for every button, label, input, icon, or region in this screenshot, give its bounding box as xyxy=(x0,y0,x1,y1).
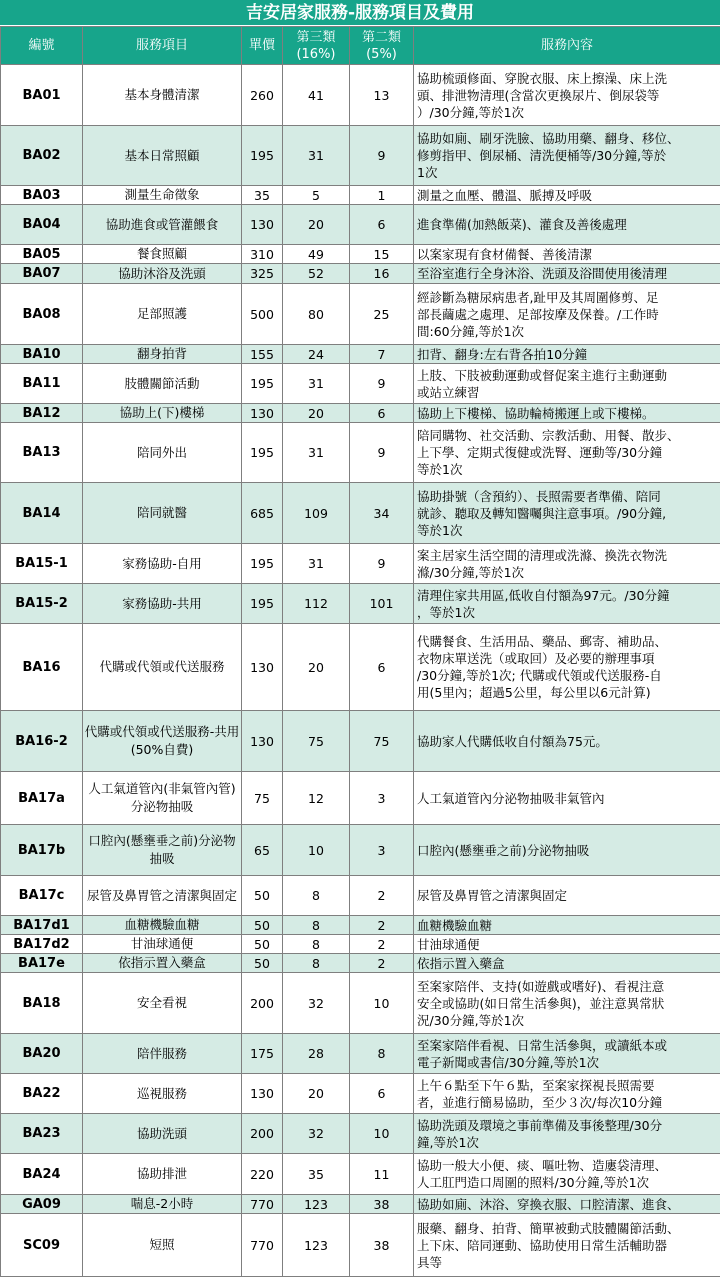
service-content-line: 清理住家共用區,低收自付額為97元。/30分鐘 xyxy=(417,587,670,603)
service-content-line: 安全或協助(如日常生活參與)，並注意異常狀 xyxy=(417,995,665,1011)
unit-price: 35 xyxy=(242,186,283,205)
category-3-copay: 28 xyxy=(283,1034,350,1074)
category-3-copay: 5 xyxy=(283,186,350,205)
service-code: BA17e xyxy=(1,954,83,973)
category-2-copay: 2 xyxy=(350,876,414,916)
service-content xyxy=(414,205,720,245)
header-category-2-rate: (5%) xyxy=(366,46,397,62)
header-content: 服務內容 xyxy=(414,27,720,65)
service-content-line: 上肢、下肢被動運動或督促案主進行主動運動 xyxy=(417,367,668,383)
category-3-copay: 20 xyxy=(283,624,350,711)
service-item: 陪同外出 xyxy=(83,423,242,483)
service-code: BA14 xyxy=(1,483,83,544)
unit-price: 770 xyxy=(242,1195,283,1214)
category-2-copay: 101 xyxy=(350,584,414,624)
table-row xyxy=(1,544,720,584)
service-content-line: 衣物床單送洗（或取回）及必要的辦理事項 xyxy=(417,651,655,666)
service-content-line: 協助掛號（含預約）、長照需要者準備、陪同 xyxy=(417,488,661,504)
table-row xyxy=(1,205,720,245)
unit-price: 130 xyxy=(242,404,283,423)
service-code: BA16 xyxy=(1,624,83,711)
service-content-line: 況/30分鐘,等於1次 xyxy=(417,1012,525,1028)
category-2-copay: 1 xyxy=(350,186,414,205)
service-code: BA22 xyxy=(1,1074,83,1114)
service-item: 協助洗頭 xyxy=(83,1114,242,1154)
unit-price: 325 xyxy=(242,264,283,284)
service-content xyxy=(414,404,720,423)
service-code: BA01 xyxy=(1,65,83,126)
table-row xyxy=(1,916,720,935)
service-item: 代購或代領或代送服務-共用(50%自費) xyxy=(83,711,242,772)
service-content-line: 陪同購物、社交活動、宗教活動、用餐、散步、 xyxy=(417,428,680,443)
service-code: BA13 xyxy=(1,423,83,483)
service-content-line: 經診斷為糖尿病患者,趾甲及其周圍修剪、足 xyxy=(417,289,659,305)
service-content-line: 扣背、翻身:左右背各拍10分鐘 xyxy=(417,346,588,362)
category-3-copay: 12 xyxy=(283,772,350,825)
table-row xyxy=(1,483,720,544)
category-3-copay: 20 xyxy=(283,404,350,423)
service-content xyxy=(414,584,720,624)
table-row xyxy=(1,825,720,876)
service-content-line: 以案家現有食材備餐、善後清潔 xyxy=(417,246,593,262)
service-content xyxy=(414,544,720,584)
service-content xyxy=(414,954,720,973)
category-2-copay: 38 xyxy=(350,1195,414,1214)
service-item: 甘油球通便 xyxy=(83,935,242,954)
header-category-3-name: 第三類 xyxy=(296,29,336,45)
unit-price: 130 xyxy=(242,711,283,772)
category-3-copay: 24 xyxy=(283,345,350,364)
service-code: BA20 xyxy=(1,1034,83,1074)
unit-price: 130 xyxy=(242,205,283,245)
table-row xyxy=(1,1195,720,1214)
unit-price: 260 xyxy=(242,65,283,126)
service-code: BA17d1 xyxy=(1,916,83,935)
service-content-line: 部長繭處之處理、足部按摩及保養。/工作時 xyxy=(417,306,659,322)
table-row xyxy=(1,423,720,483)
category-3-copay: 31 xyxy=(283,423,350,483)
category-3-copay: 8 xyxy=(283,954,350,973)
category-3-copay: 20 xyxy=(283,205,350,245)
category-2-copay: 25 xyxy=(350,284,414,345)
category-2-copay: 7 xyxy=(350,345,414,364)
table-row xyxy=(1,711,720,772)
service-content-line: 協助如廁、沐浴、穿換衣服、口腔清潔、進食、 xyxy=(417,1196,680,1212)
table-header-row xyxy=(1,27,720,65)
category-3-copay: 20 xyxy=(283,1074,350,1114)
category-3-copay: 10 xyxy=(283,825,350,876)
service-content xyxy=(414,1154,720,1195)
table-row xyxy=(1,65,720,126)
service-content-line: 或站立練習 xyxy=(417,384,480,400)
unit-price: 310 xyxy=(242,245,283,264)
category-3-copay: 8 xyxy=(283,876,350,916)
service-content-line: 協助洗頭及環境之事前準備及事後整理/30分 xyxy=(417,1117,663,1133)
category-2-copay: 9 xyxy=(350,544,414,584)
service-code: BA23 xyxy=(1,1114,83,1154)
unit-price: 50 xyxy=(242,935,283,954)
service-content xyxy=(414,65,720,126)
service-content-line: 修剪指甲、倒尿桶、清洗便桶等/30分鐘,等於 xyxy=(417,148,667,163)
table-row xyxy=(1,1154,720,1195)
service-code: BA15-1 xyxy=(1,544,83,584)
category-3-copay: 31 xyxy=(283,544,350,584)
header-category-2 xyxy=(350,27,414,65)
service-code: BA10 xyxy=(1,345,83,364)
unit-price: 195 xyxy=(242,364,283,404)
service-content-line: 者，並進行簡易協助，至少３次/每次10分鐘 xyxy=(417,1094,663,1110)
service-content xyxy=(414,973,720,1034)
category-2-copay: 75 xyxy=(350,711,414,772)
service-content xyxy=(414,825,720,876)
service-content-line: 進食準備(加熱飯菜)、灌食及善後處理 xyxy=(417,217,627,232)
table-row xyxy=(1,1034,720,1074)
service-content-line: 協助上下樓梯、協助輪椅搬運上或下樓梯。 xyxy=(417,405,655,421)
service-code: BA15-2 xyxy=(1,584,83,624)
service-code: BA17a xyxy=(1,772,83,825)
category-3-copay: 8 xyxy=(283,916,350,935)
category-2-copay: 13 xyxy=(350,65,414,126)
category-3-copay: 80 xyxy=(283,284,350,345)
table-row xyxy=(1,772,720,825)
service-code: BA11 xyxy=(1,364,83,404)
service-content-line: 上下學、定期式復健或洗腎、運動等/30分鐘 xyxy=(417,445,663,460)
unit-price: 75 xyxy=(242,772,283,825)
service-content xyxy=(414,772,720,825)
service-item: 家務協助-自用 xyxy=(83,544,242,584)
service-item: 依指示置入藥盒 xyxy=(83,954,242,973)
category-2-copay: 2 xyxy=(350,935,414,954)
category-3-copay: 31 xyxy=(283,364,350,404)
service-item: 家務協助-共用 xyxy=(83,584,242,624)
service-content-line: 協助如廁、刷牙洗臉、協助用藥、翻身、移位、 xyxy=(417,131,680,146)
unit-price: 195 xyxy=(242,584,283,624)
table-row xyxy=(1,126,720,186)
service-content-line: 電子新聞或書信/30分鐘,等於1次 xyxy=(417,1054,600,1070)
service-item: 協助進食或管灌餵食 xyxy=(83,205,242,245)
table-row xyxy=(1,954,720,973)
service-content-line: 案主居家生活空間的清理或洗滌、換洗衣物洗 xyxy=(417,547,668,563)
unit-price: 50 xyxy=(242,954,283,973)
service-content-line: 人工氣道管內分泌物抽吸非氣管內 xyxy=(417,790,605,806)
category-2-copay: 10 xyxy=(350,973,414,1034)
service-code: BA17d2 xyxy=(1,935,83,954)
service-code: BA24 xyxy=(1,1154,83,1195)
table-row xyxy=(1,364,720,404)
service-content-line: 口腔內(懸壅垂之前)分泌物抽吸 xyxy=(417,842,590,858)
table-row xyxy=(1,935,720,954)
service-content xyxy=(414,1114,720,1154)
category-3-copay: 123 xyxy=(283,1195,350,1214)
service-content xyxy=(414,245,720,264)
category-2-copay: 2 xyxy=(350,954,414,973)
category-3-copay: 8 xyxy=(283,935,350,954)
unit-price: 175 xyxy=(242,1034,283,1074)
category-2-copay: 16 xyxy=(350,264,414,284)
service-item: 協助沐浴及洗頭 xyxy=(83,264,242,284)
table-row xyxy=(1,245,720,264)
header-category-3-rate: (16%) xyxy=(296,46,336,62)
service-content-line: 協助家人代購低收自付額為75元。 xyxy=(417,733,608,749)
service-content xyxy=(414,1074,720,1114)
service-content-line: 鐘,等於1次 xyxy=(417,1134,479,1150)
service-content xyxy=(414,624,720,711)
category-2-copay: 6 xyxy=(350,205,414,245)
table-row xyxy=(1,284,720,345)
header-category-2-name: 第二類 xyxy=(361,29,401,45)
service-item: 基本身體清潔 xyxy=(83,65,242,126)
unit-price: 130 xyxy=(242,624,283,711)
category-3-copay: 123 xyxy=(283,1214,350,1277)
category-3-copay: 75 xyxy=(283,711,350,772)
service-item: 短照 xyxy=(83,1214,242,1277)
category-2-copay: 38 xyxy=(350,1214,414,1277)
service-content xyxy=(414,345,720,364)
service-content xyxy=(414,1195,720,1214)
service-content xyxy=(414,916,720,935)
category-2-copay: 11 xyxy=(350,1154,414,1195)
service-item: 餐食照顧 xyxy=(83,245,242,264)
service-item: 陪伴服務 xyxy=(83,1034,242,1074)
service-item: 尿管及鼻胃管之清潔與固定 xyxy=(83,876,242,916)
service-content xyxy=(414,186,720,205)
service-code: SC09 xyxy=(1,1214,83,1277)
service-content-line: 等於1次 xyxy=(417,462,463,477)
category-2-copay: 2 xyxy=(350,916,414,935)
service-content xyxy=(414,1214,720,1277)
service-item: 口腔內(懸壅垂之前)分泌物抽吸 xyxy=(83,825,242,876)
service-content-line: 至案家陪伴、支持(如遊戲或嗜好)、看視注意 xyxy=(417,978,665,994)
table-body xyxy=(1,65,720,1277)
service-content-line: 用(5里內；超過5公里，每公里以6元計算) xyxy=(417,685,651,700)
service-item: 測量生命徵象 xyxy=(83,186,242,205)
service-content xyxy=(414,1034,720,1074)
unit-price: 685 xyxy=(242,483,283,544)
table-row xyxy=(1,345,720,364)
service-content-line: ）/30分鐘,等於1次 xyxy=(417,104,525,120)
service-code: GA09 xyxy=(1,1195,83,1214)
service-content xyxy=(414,364,720,404)
category-2-copay: 9 xyxy=(350,423,414,483)
category-3-copay: 52 xyxy=(283,264,350,284)
unit-price: 65 xyxy=(242,825,283,876)
service-content-line: 1次 xyxy=(417,165,438,180)
table-row xyxy=(1,973,720,1034)
service-content-line: 測量之血壓、體溫、脈搏及呼吸 xyxy=(417,187,593,203)
unit-price: 200 xyxy=(242,973,283,1034)
page-title: 吉安居家服務-服務項目及費用 xyxy=(0,0,720,26)
table-row xyxy=(1,186,720,205)
category-2-copay: 3 xyxy=(350,772,414,825)
table-row xyxy=(1,264,720,284)
table-row xyxy=(1,1114,720,1154)
service-content-line: 協助一般大小便、痰、嘔吐物、造廔袋清理、 xyxy=(417,1158,668,1173)
service-item: 巡視服務 xyxy=(83,1074,242,1114)
service-content xyxy=(414,126,720,186)
category-3-copay: 32 xyxy=(283,1114,350,1154)
category-3-copay: 32 xyxy=(283,973,350,1034)
unit-price: 195 xyxy=(242,126,283,186)
service-item: 基本日常照顧 xyxy=(83,126,242,186)
service-content-line: 血糖機驗血糖 xyxy=(417,917,493,933)
service-content-line: 服藥、翻身、拍背、簡單被動式肢體關節活動、 xyxy=(417,1220,680,1236)
category-3-copay: 31 xyxy=(283,126,350,186)
service-content-line: 具等 xyxy=(417,1254,443,1270)
header-code: 編號 xyxy=(1,27,83,65)
service-item: 血糖機驗血糖 xyxy=(83,916,242,935)
service-content-line: 間:60分鐘,等於1次 xyxy=(417,323,525,339)
service-content xyxy=(414,876,720,916)
header-category-3 xyxy=(283,27,350,65)
header-item: 服務項目 xyxy=(83,27,242,65)
service-content-line: 代購餐食、生活用品、藥品、郵寄、補助品、 xyxy=(417,634,668,649)
table-row xyxy=(1,1214,720,1277)
service-content-line: 至案家陪伴看視、日常生活參與，或讀紙本或 xyxy=(417,1037,668,1053)
unit-price: 770 xyxy=(242,1214,283,1277)
unit-price: 195 xyxy=(242,423,283,483)
service-content xyxy=(414,423,720,483)
service-code: BA03 xyxy=(1,186,83,205)
service-content-line: 就診、聽取及轉知醫囑與注意事項。/90分鐘, xyxy=(417,505,667,521)
service-item: 陪同就醫 xyxy=(83,483,242,544)
service-content-line: 上下床、陪同運動、協助使用日常生活輔助器 xyxy=(417,1237,668,1253)
category-3-copay: 41 xyxy=(283,65,350,126)
service-code: BA17c xyxy=(1,876,83,916)
service-content-line: /30分鐘,等於1次; 代購或代領或代送服務-自 xyxy=(417,668,662,683)
service-content xyxy=(414,483,720,544)
category-3-copay: 109 xyxy=(283,483,350,544)
table-row xyxy=(1,876,720,916)
service-content-line: 人工肛門造口周圍的照料/30分鐘,等於1次 xyxy=(417,1175,650,1190)
service-code: BA16-2 xyxy=(1,711,83,772)
category-2-copay: 6 xyxy=(350,1074,414,1114)
category-2-copay: 3 xyxy=(350,825,414,876)
service-content-line: 協助梳頭修面、穿脫衣服、床上擦澡、床上洗 xyxy=(417,70,668,86)
service-code: BA08 xyxy=(1,284,83,345)
service-item: 協助排泄 xyxy=(83,1154,242,1195)
unit-price: 500 xyxy=(242,284,283,345)
service-code: BA07 xyxy=(1,264,83,284)
service-content-line: 頭、排泄物清理(含當次更換尿片、倒尿袋等 xyxy=(417,87,660,103)
service-content-line: 滌/30分鐘,等於1次 xyxy=(417,564,525,580)
service-content-line: 等於1次 xyxy=(417,522,463,538)
service-fee-table xyxy=(0,26,720,1277)
service-code: BA12 xyxy=(1,404,83,423)
unit-price: 50 xyxy=(242,916,283,935)
service-item: 協助上(下)樓梯 xyxy=(83,404,242,423)
service-content-line: 甘油球通便 xyxy=(417,936,480,952)
category-2-copay: 10 xyxy=(350,1114,414,1154)
service-item: 代購或代領或代送服務 xyxy=(83,624,242,711)
service-item: 肢體關節活動 xyxy=(83,364,242,404)
service-content-line: 依指示置入藥盒 xyxy=(417,955,505,971)
header-price: 單價 xyxy=(242,27,283,65)
category-2-copay: 6 xyxy=(350,624,414,711)
category-2-copay: 6 xyxy=(350,404,414,423)
service-item: 安全看視 xyxy=(83,973,242,1034)
service-code: BA04 xyxy=(1,205,83,245)
service-content-line: ，等於1次 xyxy=(417,604,475,620)
service-content xyxy=(414,264,720,284)
category-3-copay: 49 xyxy=(283,245,350,264)
service-content xyxy=(414,284,720,345)
category-2-copay: 9 xyxy=(350,364,414,404)
category-2-copay: 8 xyxy=(350,1034,414,1074)
service-item: 喘息-2小時 xyxy=(83,1195,242,1214)
service-item: 足部照護 xyxy=(83,284,242,345)
table-row xyxy=(1,1074,720,1114)
unit-price: 200 xyxy=(242,1114,283,1154)
service-item: 人工氣道管內(非氣管內管)分泌物抽吸 xyxy=(83,772,242,825)
service-code: BA17b xyxy=(1,825,83,876)
service-code: BA05 xyxy=(1,245,83,264)
category-2-copay: 34 xyxy=(350,483,414,544)
category-3-copay: 35 xyxy=(283,1154,350,1195)
service-content-line: 上午６點至下午６點，至案家探視長照需要 xyxy=(417,1077,655,1093)
service-content-line: 尿管及鼻胃管之清潔與固定 xyxy=(417,888,568,903)
service-content-line: 至浴室進行全身沐浴、洗頭及浴間使用後清理 xyxy=(417,266,668,281)
unit-price: 50 xyxy=(242,876,283,916)
unit-price: 195 xyxy=(242,544,283,584)
unit-price: 220 xyxy=(242,1154,283,1195)
unit-price: 155 xyxy=(242,345,283,364)
table-row xyxy=(1,584,720,624)
service-code: BA18 xyxy=(1,973,83,1034)
service-item: 翻身拍背 xyxy=(83,345,242,364)
category-2-copay: 15 xyxy=(350,245,414,264)
unit-price: 130 xyxy=(242,1074,283,1114)
service-content xyxy=(414,935,720,954)
category-3-copay: 112 xyxy=(283,584,350,624)
service-code: BA02 xyxy=(1,126,83,186)
category-2-copay: 9 xyxy=(350,126,414,186)
service-content xyxy=(414,711,720,772)
table-row xyxy=(1,404,720,423)
table-row xyxy=(1,624,720,711)
